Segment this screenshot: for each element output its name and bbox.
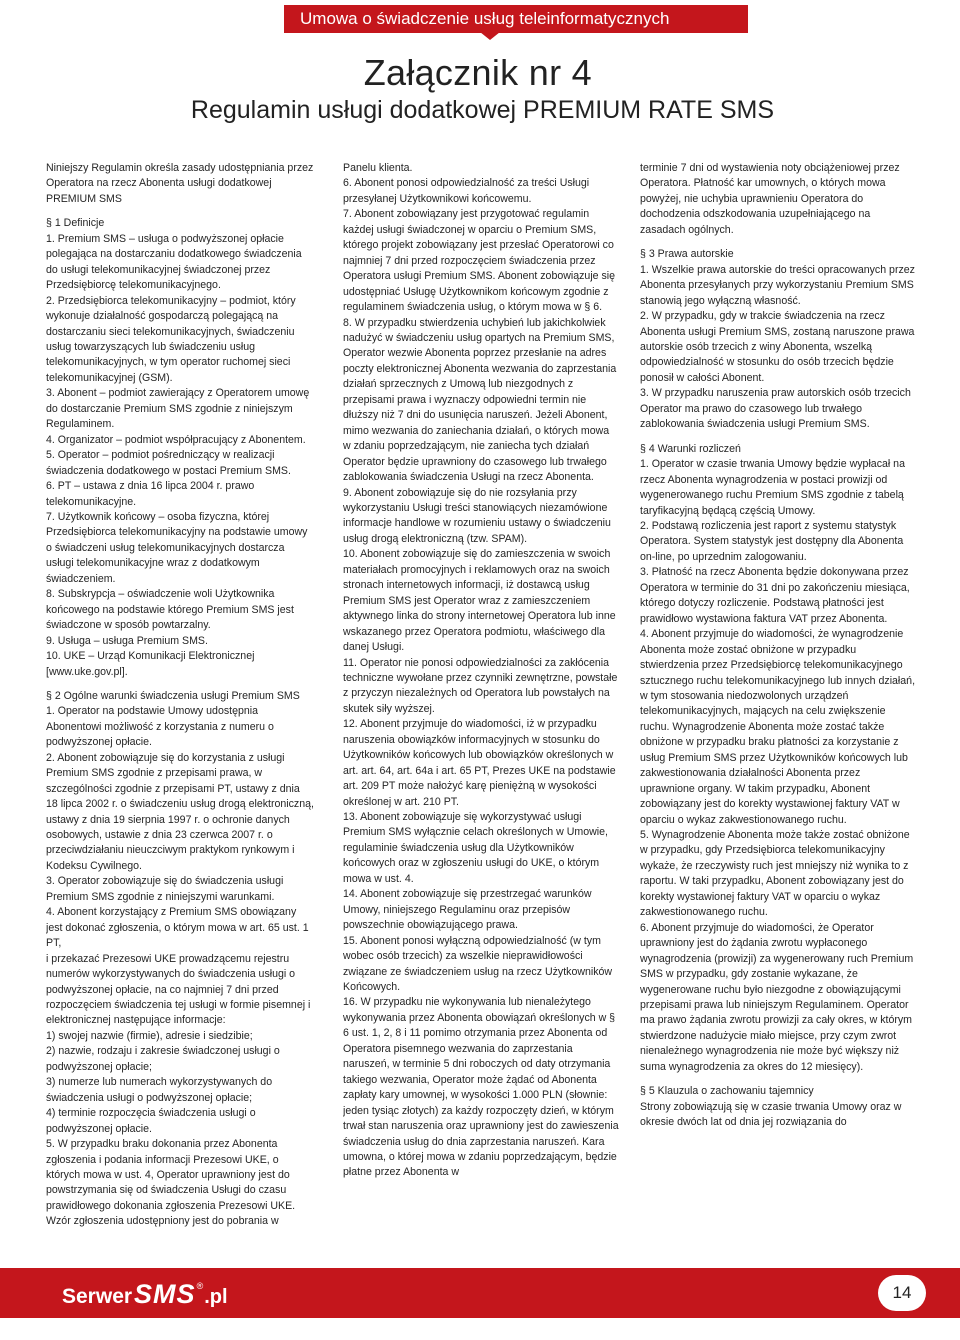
paragraph: terminie 7 dni od wystawienia noty obciążeniowej przez Operatora. Płatność kar umownych, o których mowa powyżej, nie uchybia uprawnieniu Operatora do dochodzenia odszkodowania uzupełniającego na zasadach ogólnych.: [640, 162, 900, 236]
text-column-1: [46, 161, 314, 1269]
paragraph: 3. W przypadku naruszenia praw autorskich osób trzecich Operator ma prawo do czasowego lub trwałego zablokowania świadczenia usługi Premium SMS.: [640, 387, 911, 431]
paragraph: 9. Usługa – usługa Premium SMS.: [46, 634, 208, 647]
paragraph: 8. W przypadku stwierdzenia uchybień lub jakichkolwiek nadużyć w świadczeniu usług opartych na Premium SMS, Operator wezwie Abonenta poprzez przesłanie na adres poczty elektronicznej Abonenta wezwania do zaprzestania działań sprzecznych z Umową lub niezgodnych z przepisami prawa i wyznaczy odpowiedni termin nie dłuższy niż 7 dni do usunięcia naruszeń. Jeżeli Abonent, mimo wezwania do zaniechania działań, o których mowa w zdaniu poprzedzającym, nie zaniecha tych działań Operator będzie uprawniony do czasowego lub trwałego zablokowania świadczenia Usługi na rzecz Abonenta.: [343, 316, 617, 484]
paragraph: 2. Przedsiębiorca telekomunikacyjny – podmiot, który wykonuje działalność gospodarczą polegającą na dostarczaniu sieci telekomunikacyjnych, świadczeniu usług towarzyszących lub świadczeniu usług telekomunikacyjnych, w tym operator ruchomej sieci telekomunikacyjnej (GSM).: [46, 294, 296, 384]
text-column-3: [640, 161, 916, 1269]
paragraph: 15. Abonent ponosi wyłączną odpowiedzialność (w tym wobec osób trzecich) za wszelkie nieprawidłowości związane ze świadczeniem usług na rzecz Użytkowników Końcowych.: [343, 934, 613, 994]
page-number: 14: [878, 1275, 926, 1311]
paragraph-spacer: [640, 238, 916, 247]
paragraph: 11. Operator nie ponosi odpowiedzialności za zakłócenia techniczne wywołane przez czynniki zewnętrzne, powstałe z przyczyn niezależnych od Operatora lub powstałych na skutek siły wyższej.: [343, 656, 618, 715]
paragraph: 10. UKE – Urząd Komunikacji Elektronicznej [www.uke.gov.pl].: [46, 650, 255, 678]
paragraph: 16. W przypadku nie wykonywania lub nienależytego wykonywania przez Abonenta obowiązań określonych w § 6 ust. 1, 2, 8 i 11 pomimo otrzymania przez Abonenta od Operatora pisemnego wezwania do zaprzestania naruszeń, w terminie 5 dni roboczych od daty otrzymania takiego wezwania, Operator może żądać od Abonenta zapłaty kary umownej, w wysokości 1.000 PLN (słownie: jeden tysiąc złotych) za każdy rozpoczęty dzień, w którym trwał stan naruszenia oraz uprawniony jest do zawieszenia świadczenia usług do dnia zaprzestania naruszeń. Kara umowna, o której mowa w zdaniu poprzedzającym, będzie płatne przez Abonenta w: [343, 996, 619, 1179]
paragraph: 1. Premium SMS – usługa o podwyższonej opłacie polegająca na dostarczaniu dodatkowego świadczenia do usługi telekomunikacyjnej świadczonej przez Przedsiębiorcę telekomunikacyjnego.: [46, 232, 302, 292]
paragraph-spacer: [46, 207, 314, 216]
paragraph: 2) nazwie, rodzaju i zakresie świadczonej usługi o podwyższonej opłacie;: [46, 1045, 280, 1073]
paragraph: 4. Abonent przyjmuje do wiadomości, że wynagrodzenie Abonenta może zostać obniżone w przypadku stwierdzenia przez Przedsiębiorcę telekomunikacyjnego sztucznego ruchu telekomunikacyjnego lub innych działań, w tym stosowania niedozwolonych urządzeń telekomunikacyjnych, mających na celu zwiększenie ruchu. Wynagrodzenie Abonenta może zostać także obniżone w przypadku braku płatności za korzystanie z usług Premium SMS przez Użytkowników końcowych lub zakwestionowania działalności Abonenta przez uprawnione organy. W takim przypadku, Abonent zobowiązany jest do korekty wystawionej faktury VAT w oparciu o wykaz zakwestionowanego ruchu.: [640, 628, 916, 826]
paragraph: 1. Operator w czasie trwania Umowy będzie wypłacał na rzecz Abonenta wynagrodzenia w postaci prowizji od wygenerowanego ruchu Premium SMS zgodnie z tabelą taryfikacyjną będącą częścią Umowy.: [640, 458, 905, 517]
page-subtitle: Regulamin usługi dodatkowej PREMIUM RATE SMS: [190, 96, 774, 124]
paragraph: 8. Subskrypcja – oświadczenie woli Użytkownika końcowego na podstawie którego Premium SMS jest świadczone w sposób powtarzalny.: [46, 588, 294, 632]
paragraph: 6. Abonent przyjmuje do wiadomości, że Operator uprawniony jest do żądania zwrotu wypłaconego wynagrodzenia (prowizji) za wygenerowany ruch Premium SMS w przypadku, gdy zostanie wykazane, że wygenerowane ruchu było niezgodne z obowiązującymi przepisami prawa lub niniejszym Regulaminem. Operator ma prawo żądania zwrotu prowizji za cały okres, w którym stwierdzone nadużycie miało miejsce, przy czym zwrot nienależnego wynagrodzenia nie może być większy niż suma wynagrodzenia za okres do 12 miesięcy).: [640, 921, 914, 1073]
paragraph: 7. Użytkownik końcowy – osoba fizyczna, której Przedsiębiorca telekomunikacyjny na podstawie umowy o świadczeni usług telekomunikacyjnych dostarcza usługi telekomunikacyjne wraz z dodatkowym świadczeniem.: [46, 510, 308, 585]
text-column-2: [343, 161, 619, 1269]
paragraph: 6. PT – ustawa z dnia 16 lipca 2004 r. prawo telekomunikacyjne.: [46, 480, 255, 508]
paragraph: 4. Organizator – podmiot współpracujący z Abonentem.: [46, 433, 306, 446]
logo-registered-mark: ®: [196, 1281, 204, 1291]
header-banner-notch: [480, 32, 500, 40]
paragraph: Niniejszy Regulamin określa zasady udostępniania przez Operatora na rzecz Abonenta usługi dodatkowej PREMIUM SMS: [46, 162, 314, 205]
paragraph: 1. Wszelkie prawa autorskie do treści opracowanych przez Abonenta przesyłanych przy wykorzystaniu Premium SMS stanowią jego wyłączną własność.: [640, 263, 915, 307]
paragraph: i przekazać Prezesowi UKE prowadzącemu rejestru numerów wykorzystywanych do świadczenia usługi o podwyższonej opłacie, na co najmniej 7 dni przed rozpoczęciem świadczenia tej usługi w formie pisemnej i elektronicznej następujące informacje:: [46, 952, 311, 1027]
section-heading: § 2 Ogólne warunki świadczenia usługi Premium SMS: [46, 689, 300, 702]
paragraph: 12. Abonent przyjmuje do wiadomości, iż w przypadku naruszenia obowiązków informacyjnych w stosunku do Użytkowników końcowych lub obowiązków określonych w art. art. 64, art. 64a i art. 65 PT, Prezes UKE na podstawie art. 209 PT może nałożyć karę pieniężną w wysokości określonej w art. 210 PT.: [343, 718, 616, 808]
paragraph: 7. Abonent zobowiązany jest przygotować regulamin każdej usługi świadczonej w oparciu o Premium SMS, którego projekt zobowiązany jest przesłać Operatorowi co najmniej 7 dni przed rozpoczęciem świadczenia przez Operatora usługi Premium SMS. Abonent zobowiązuje się udostępniać Usługę Użytkownikom końcowym zgodnie z regulaminem świadczenia usług, o którym mowa w § 6.: [343, 208, 616, 314]
logo-text-serwer: Serwer: [62, 1285, 133, 1308]
paragraph: 5. Wynagrodzenie Abonenta może także zostać obniżone w przypadku, gdy Przedsiębiorca telekomunikacyjny wykaże, że rzeczywisty ruch jest mniejszy niż wynika to z raportu. W taki przypadku, Abonent zobowiązany jest do korekty wystawionej faktury VAT w oparciu o wykaz zakwestionowanego ruchu.: [640, 829, 910, 919]
section-heading: § 4 Warunki rozliczeń: [640, 442, 741, 455]
paragraph: 3) numerze lub numerach wykorzystywanych do świadczenia usługi o podwyższonej opłacie;: [46, 1076, 273, 1104]
paragraph: 2. Abonent zobowiązuje się do korzystania z usługi Premium SMS zgodnie z przepisami prawa, w szczególności zgodnie z przepisami PT, ustawy z dnia 18 lipca 2002 r. o świadczeniu usług drogą elektroniczną, ustawy z dnia 19 sierpnia 1997 r. o ochronie danych osobowych, ustawie z dnia 23 czerwca 2007 r. o przeciwdziałaniu nieuczciwym praktykom rynkowym i Kodeksu Cywilnego.: [46, 751, 314, 872]
paragraph-spacer: [640, 433, 916, 442]
section-heading: § 1 Definicje: [46, 217, 105, 230]
paragraph: 13. Abonent zobowiązuje się wykorzystywać usługi Premium SMS wyłącznie celach określonych w Umowie, regulaminie świadczenia usług dla Użytkowników końcowych oraz w zgłoszeniu usługi do UKE, o którym mowa w ust. 4.: [343, 811, 608, 885]
paragraph: 6. Abonent ponosi odpowiedzialność za treści Usługi przesyłanej Użytkownikowi końcowemu.: [343, 177, 590, 205]
paragraph: 4) terminie rozpoczęcia świadczenia usługi o podwyższonej opłacie.: [46, 1107, 256, 1135]
header-banner-text: Umowa o świadczenie usług teleinformatycznych: [300, 9, 670, 28]
paragraph: 1) swojej nazwie (firmie), adresie i siedzibie;: [46, 1029, 253, 1042]
section-heading: § 5 Klauzula o zachowaniu tajemnicy: [640, 1085, 814, 1098]
header-banner: [284, 5, 748, 33]
page-title: Załącznik nr 4: [363, 52, 592, 93]
paragraph: 14. Abonent zobowiązuje się przestrzegać warunków Umowy, niniejszego Regulaminu oraz przepisów powszechnie obowiązującego prawa.: [343, 888, 592, 932]
paragraph: 10. Abonent zobowiązuje się do zamieszczenia w swoich materiałach promocyjnych i reklamowych oraz na swoich stronach internetowych informacji, iż dostawcą usług Premium SMS jest Operator wraz z zamieszczeniem aktywnego linka do strony internetowej Operatora lub inne wskazanego przez Operatora podmiotu, właściwego dla danej Usługi.: [343, 548, 616, 654]
paragraph: 5. W przypadku braku dokonania przez Abonenta zgłoszenia i podania informacji Prezesowi UKE, o których mowa w ust. 4, Operator uprawniony jest do powstrzymania się od świadczenia Usługi do czasu prawidłowego dokonania zgłoszenia Prezesowi UKE. Wzór zgłoszenia udostępniony jest do pobrania w: [46, 1138, 296, 1228]
paragraph: 3. Operator zobowiązuje się do świadczenia usługi Premium SMS zgodnie z niniejszymi warunkami.: [46, 875, 284, 903]
paragraph: 3. Abonent – podmiot zawierający z Operatorem umowę do dostarczanie Premium SMS zgodnie z niniejszym Regulaminem.: [46, 387, 310, 431]
paragraph: Strony zobowiązują się w czasie trwania Umowy oraz w okresie dwóch lat od dnia jej rozwiązania do: [640, 1100, 902, 1129]
paragraph: 2. W przypadku, gdy w trakcie świadczenia na rzecz Abonenta usługi Premium SMS, zostaną naruszone prawa autorskie osób trzecich z winy Abonenta, wszelką odpowiedzialność w stosunku do osób trzecich będzie ponosił w całości Abonent.: [640, 310, 915, 384]
paragraph: 2. Podstawą rozliczenia jest raport z systemu statystyk Operatora. System statystyk jest dostępny dla Abonenta on-line, po uprzednim zalogowaniu.: [640, 519, 904, 563]
paragraph: 1. Operator na podstawie Umowy udostępnia Abonentowi możliwość z korzystania z numeru o podwyższonej opłacie.: [46, 705, 274, 749]
paragraph: 3. Płatność na rzecz Abonenta będzie dokonywana przez Operatora w terminie do 31 dni po zakończeniu miesiąca, którego dotyczy rozliczenie. Podstawą płatności jest prawidłowo wystawiona faktura VAT przez Abonenta.: [640, 566, 910, 625]
paragraph: 9. Abonent zobowiązuje się do nie rozsyłania przy wykorzystaniu Usługi treści stanowiących niezamówione informacje handlowe w rozumieniu ustawy o świadczeniu usług drogą elektroniczną (tzw. SPAM).: [343, 486, 611, 545]
paragraph: 5. Operator – podmiot pośredniczący w realizacji świadczenia dodatkowego w postaci Premium SMS.: [46, 449, 291, 477]
serwersms-logo: [62, 1279, 228, 1309]
section-heading: § 3 Prawa autorskie: [640, 248, 734, 261]
logo-text-domain: .pl: [204, 1286, 228, 1308]
paragraph-spacer: [640, 1075, 916, 1084]
paragraph: Panelu klienta.: [343, 162, 413, 174]
paragraph-spacer: [46, 680, 314, 689]
logo-text-sms: SMS: [134, 1279, 196, 1309]
paragraph: 4. Abonent korzystający z Premium SMS obowiązany jest dokonać zgłoszenia, o którym mowa w art. 65 ust. 1 PT,: [46, 906, 309, 950]
